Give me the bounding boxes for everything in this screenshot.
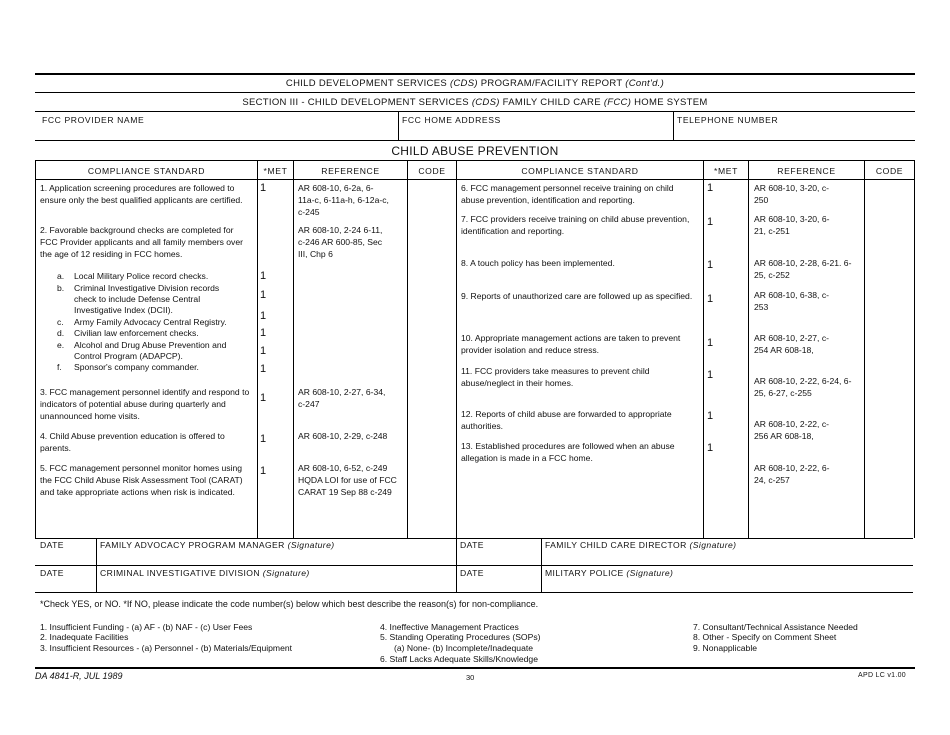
met-2f[interactable]: 1 (260, 363, 267, 375)
met-12[interactable]: 1 (707, 410, 714, 422)
reference-6: AR 608-10, 3-20, c-250 (754, 183, 829, 205)
signature-word: (Signature) (262, 568, 310, 578)
reference-8: AR 608-10, 2-28, 6-21. 6-25, c-252 (754, 258, 852, 280)
form-title-abbr: (CDS) (449, 78, 478, 89)
fap-manager-label: FAMILY ADVOCACY PROGRAM MANAGER (100, 540, 285, 550)
sub-b-letter: b. (57, 283, 65, 293)
reference-5: AR 608-10, 6-52, c-249 HQDA LOI for use of FCC CARAT 19 Sep 88 c-249 (298, 463, 397, 497)
mp-label: MILITARY POLICE (545, 568, 624, 578)
col-reference-left: REFERENCE (321, 166, 380, 176)
reference-7: AR 608-10, 3-20, 6-21, c-251 (754, 214, 830, 236)
code-8: 8. Other - Specify on Comment Sheet (693, 632, 837, 642)
code-3: 3. Insufficient Resources - (a) Personnel - (b) Materials/Equipment (40, 643, 293, 653)
standard-2e: Alcohol and Drug Abuse Prevention and Control Program (ADAPCP). (74, 340, 227, 361)
reference-12: AR 608-10, 2-22, c-256 AR 608-18, (754, 419, 829, 441)
met-11[interactable]: 1 (707, 369, 714, 381)
reference-11: AR 608-10, 2-22, 6-24, 6-25, 6-27, c-255 (754, 376, 852, 398)
section-title-abbr1: (CDS) (471, 97, 500, 108)
met-10[interactable]: 1 (707, 337, 714, 349)
date-label-2: DATE (460, 540, 484, 550)
standard-1: 1. Application screening procedures are followed to ensure only the best qualified applicants are certified. (40, 183, 243, 205)
date-label-4: DATE (460, 568, 484, 578)
child-abuse-prevention-heading: CHILD ABUSE PREVENTION (391, 144, 559, 158)
form-title-suffix: PROGRAM/FACILITY REPORT (480, 78, 623, 89)
signature-word: (Signature) (287, 540, 335, 550)
code-6: 6. Staff Lacks Adequate Skills/Knowledge (380, 654, 538, 664)
code-5: 5. Standing Operating Procedures (SOPs) (380, 632, 541, 642)
cid-label: CRIMINAL INVESTIGATIVE DIVISION (100, 568, 260, 578)
standard-9: 9. Reports of unauthorized care are followed up as specified. (461, 291, 693, 301)
standard-5: 5. FCC management personnel monitor homes using the FCC Child Abuse Risk Assessment Tool (CARAT) and take appropriate actions when risk is indicated. (40, 463, 243, 497)
col-met-left: *MET (263, 166, 288, 176)
standard-2f: Sponsor's company commander. (74, 362, 199, 372)
form-id: DA 4841-R, JUL 1989 (35, 671, 123, 681)
section-title-mid: FAMILY CHILD CARE (502, 97, 601, 108)
reference-1: AR 608-10, 6-2a, 6-11a-c, 6-11a-h, 6-12a-c, c-245 (298, 183, 389, 217)
met-3[interactable]: 1 (260, 392, 267, 404)
met-8[interactable]: 1 (707, 259, 714, 271)
met-2a[interactable]: 1 (260, 270, 267, 282)
signature-word: (Signature) (689, 540, 737, 550)
met-2b[interactable]: 1 (260, 289, 267, 301)
non-compliance-note: *Check YES, or NO. *If NO, please indicate the code number(s) below which best describe the reason(s) for non-compliance. (40, 599, 539, 609)
col-compliance-right: COMPLIANCE STANDARD (521, 166, 639, 176)
standard-7: 7. FCC providers receive training on child abuse prevention, identification and reporting. (461, 214, 690, 236)
form-title-contd: (Cont'd.) (625, 78, 665, 89)
met-2e[interactable]: 1 (260, 345, 267, 357)
standard-2b: Criminal Investigative Division records check to include Defense Central Investigative Index (DCII). (74, 283, 220, 315)
section-title-text: SECTION III - CHILD DEVELOPMENT SERVICES (242, 97, 469, 108)
date-label-3: DATE (40, 568, 64, 578)
fcc-director-signature[interactable] (545, 540, 736, 550)
reference-13: AR 608-10, 2-22, 6-24, c-257 (754, 463, 830, 485)
met-6[interactable]: 1 (707, 182, 714, 194)
met-7[interactable]: 1 (707, 216, 714, 228)
standard-2d: Civilian law enforcement checks. (74, 328, 199, 338)
reference-9: AR 608-10, 6-38, c-253 (754, 290, 829, 312)
col-code-left: CODE (418, 166, 446, 176)
code-5-sub: (a) None- (b) Incomplete/Inadequate (394, 643, 534, 653)
standard-2: 2. Favorable background checks are completed for FCC Provider applicants and all family members over the age of 12 residing in FCC homes. (40, 225, 243, 259)
fcc-director-label: FAMILY CHILD CARE DIRECTOR (545, 540, 687, 550)
standard-2a: Local Military Police record checks. (74, 271, 209, 281)
fap-manager-signature[interactable] (100, 540, 335, 550)
reference-4: AR 608-10, 2-29, c-248 (298, 431, 388, 441)
standard-6: 6. FCC management personnel receive training on child abuse prevention, identification and reporting. (461, 183, 674, 205)
standard-10: 10. Appropriate management actions are taken to prevent provider isolation and reduce stress. (461, 333, 681, 355)
signature-word: (Signature) (626, 568, 674, 578)
form-title-text: CHILD DEVELOPMENT SERVICES (285, 78, 447, 89)
standard-11: 11. FCC providers take measures to prevent child abuse/neglect in their homes. (461, 366, 650, 388)
mp-signature[interactable] (545, 568, 673, 578)
code-4: 4. Ineffective Management Practices (380, 622, 519, 632)
date-label-1: DATE (40, 540, 64, 550)
section-title-abbr2: (FCC) (603, 97, 632, 108)
reference-2: AR 608-10, 2-24 6-11, c-246 AR 600-85, Sec III, Chp 6 (298, 225, 383, 259)
met-2c[interactable]: 1 (260, 310, 267, 322)
standard-13: 13. Established procedures are followed when an abuse allegation is made in a FCC home. (461, 441, 675, 463)
standard-2c: Army Family Advocacy Central Registry. (74, 317, 227, 327)
met-13[interactable]: 1 (707, 442, 714, 454)
code-9: 9. Nonapplicable (693, 643, 758, 653)
section-title (35, 97, 915, 108)
sub-f-letter: f. (57, 362, 62, 372)
sub-e-letter: e. (57, 340, 65, 350)
reference-10: AR 608-10, 2-27, c-254 AR 608-18, (754, 333, 829, 355)
standard-3: 3. FCC management personnel identify and respond to indicators of potential abuse during quarterly and unannounced home visits. (40, 387, 250, 421)
met-1[interactable]: 1 (260, 182, 267, 194)
code-1: 1. Insufficient Funding - (a) AF - (b) NAF - (c) User Fees (40, 622, 253, 632)
col-reference-right: REFERENCE (777, 166, 836, 176)
sub-a-letter: a. (57, 271, 65, 281)
standard-8: 8. A touch policy has been implemented. (461, 258, 615, 268)
sub-c-letter: c. (57, 317, 64, 327)
sub-d-letter: d. (57, 328, 65, 338)
met-2d[interactable]: 1 (260, 327, 267, 339)
col-code-right: CODE (875, 166, 904, 176)
version-label: APD LC v1.00 (858, 672, 906, 679)
cid-signature[interactable] (100, 568, 310, 578)
code-7: 7. Consultant/Technical Assistance Needed (693, 622, 858, 632)
met-5[interactable]: 1 (260, 465, 267, 477)
col-met-right: *MET (714, 166, 738, 176)
standard-4: 4. Child Abuse prevention education is offered to parents. (40, 431, 225, 453)
col-compliance-left: COMPLIANCE STANDARD (87, 166, 206, 176)
met-4[interactable]: 1 (260, 433, 267, 445)
page-number: 30 (466, 673, 475, 682)
met-9[interactable]: 1 (707, 293, 714, 305)
home-address-label: FCC HOME ADDRESS (402, 115, 501, 125)
form-title (35, 78, 915, 89)
provider-name-label: FCC PROVIDER NAME (42, 115, 145, 125)
telephone-label: TELEPHONE NUMBER (677, 115, 779, 125)
reference-3: AR 608-10, 2-27, 6-34, c-247 (298, 387, 386, 409)
section-title-suffix: HOME SYSTEM (634, 97, 708, 108)
code-2: 2. Inadequate Facilities (40, 632, 129, 642)
standard-12: 12. Reports of child abuse are forwarded to appropriate authorities. (461, 409, 672, 431)
